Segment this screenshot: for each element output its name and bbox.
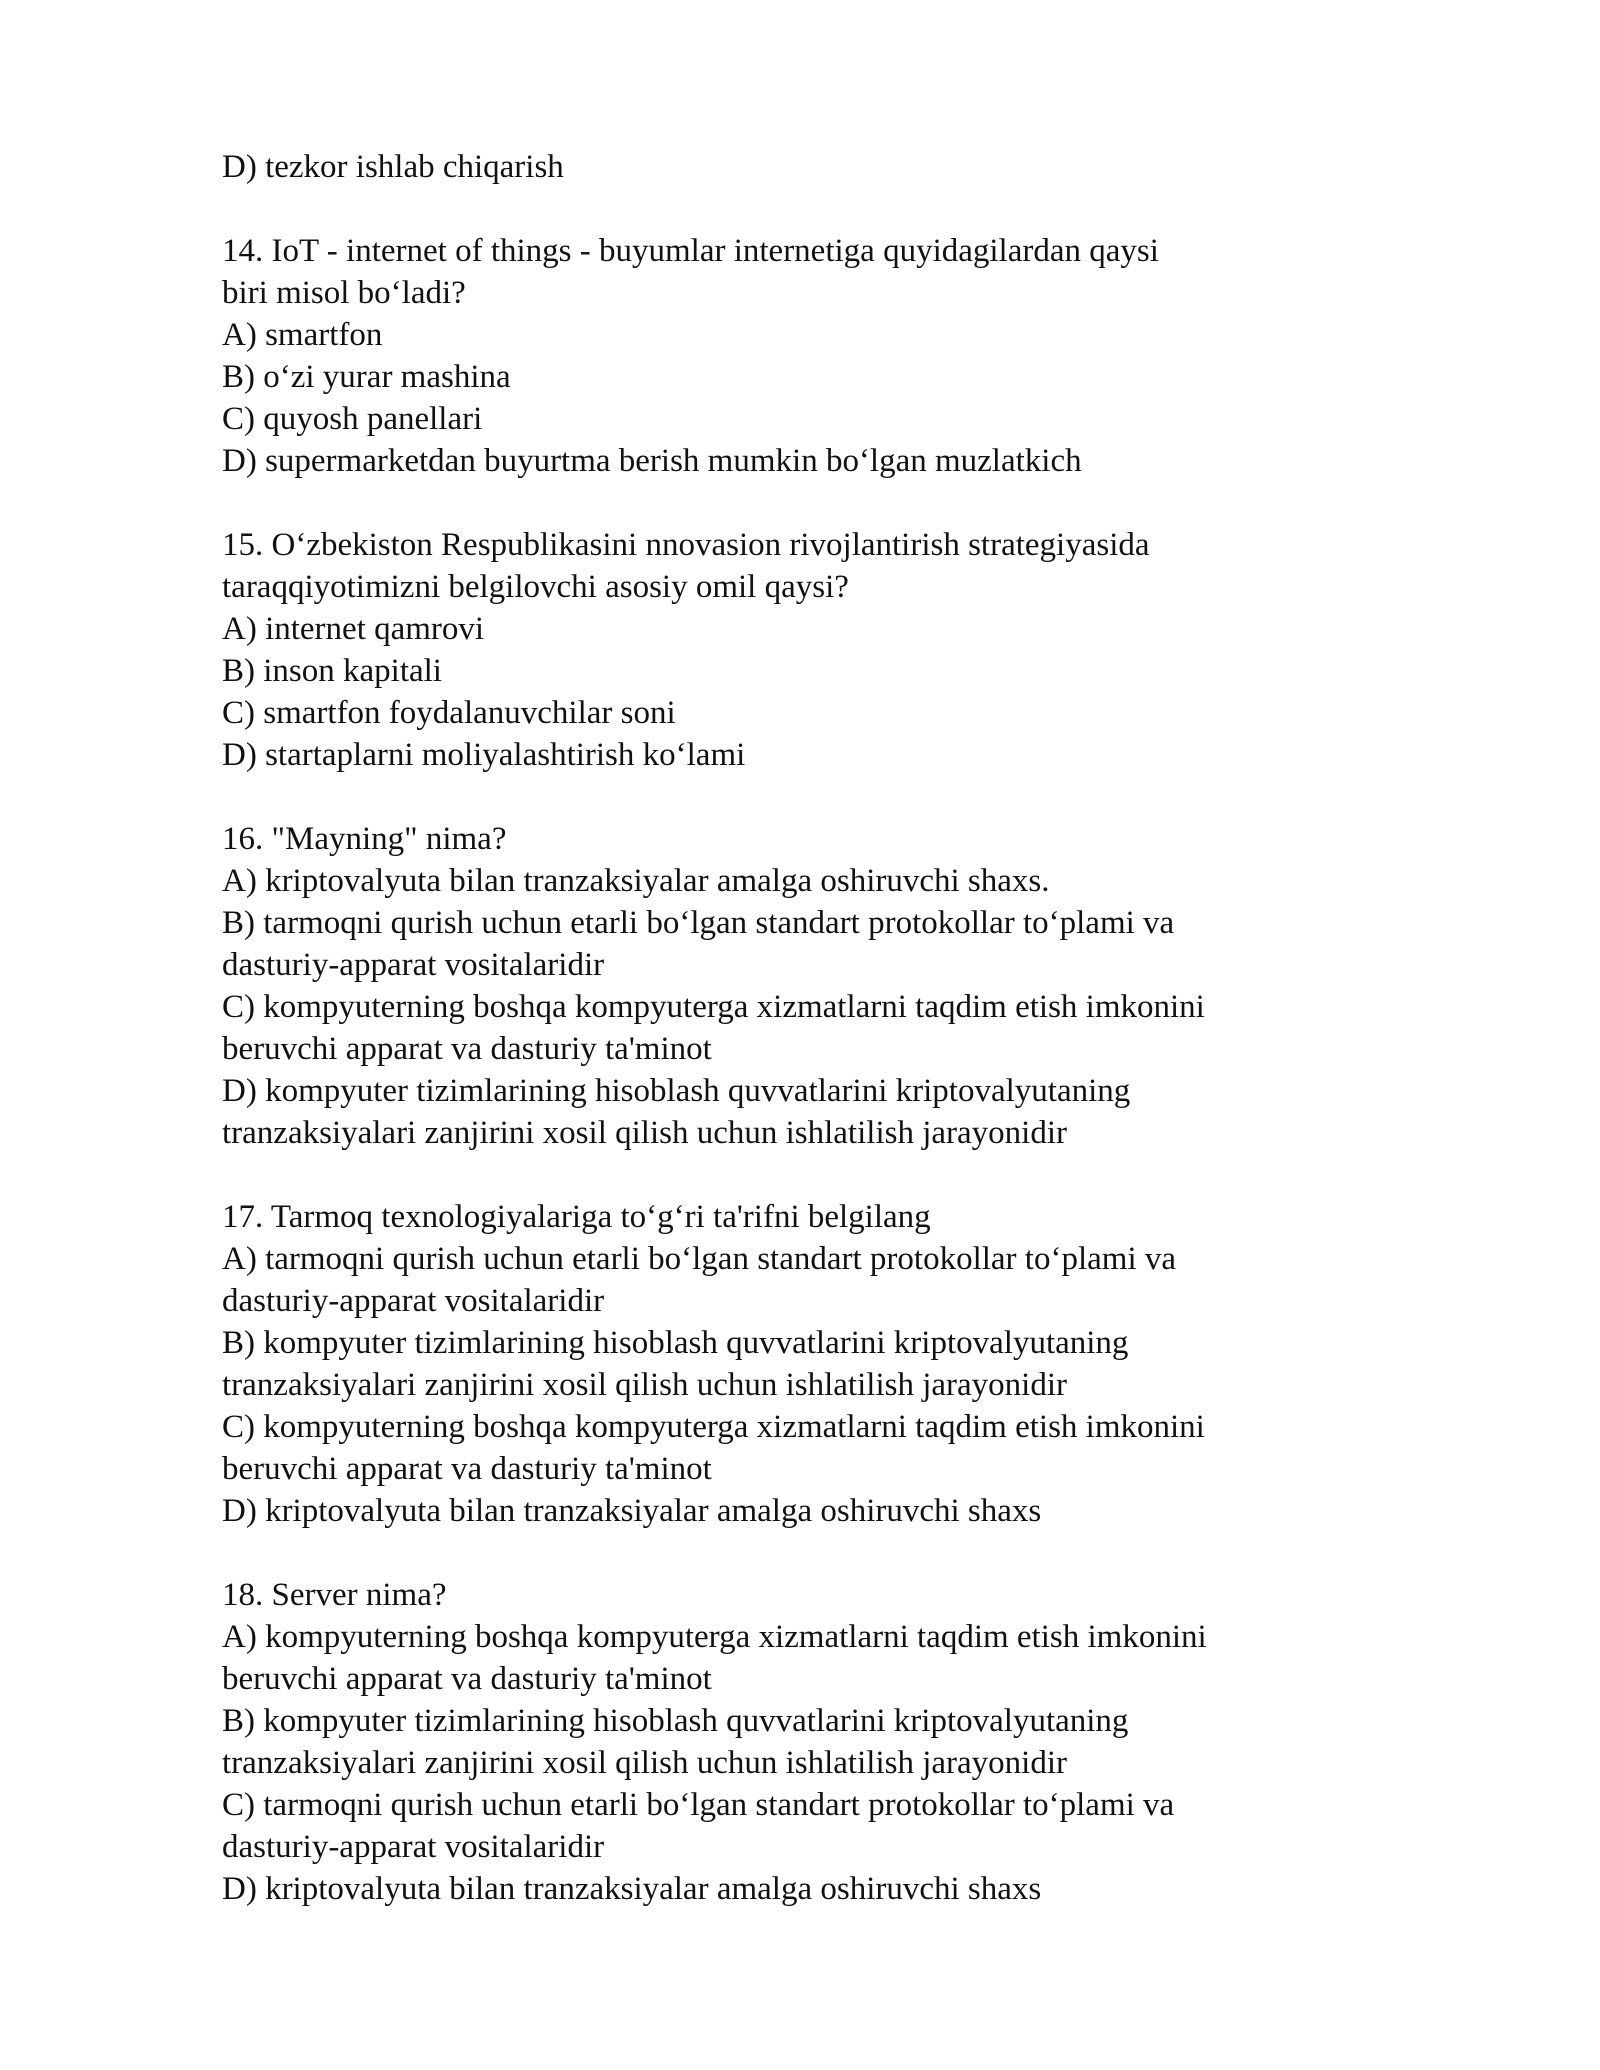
question-text: taraqqiyotimizni belgilovchi asosiy omil qaysi? xyxy=(222,569,849,605)
option-d: D) kriptovalyuta bilan tranzaksiyalar amalga oshiruvchi shaxs xyxy=(222,1493,1042,1529)
option-a: A) tarmoqni qurish uchun etarli bo‘lgan standart protokollar to‘plami va xyxy=(222,1241,1177,1277)
option-c: C) kompyuterning boshqa kompyuterga xizmatlarni taqdim etish imkonini xyxy=(222,989,1205,1025)
option-b: B) o‘zi yurar mashina xyxy=(222,359,511,395)
question-text: biri misol bo‘ladi? xyxy=(222,275,466,311)
option-a-continued: beruvchi apparat va dasturiy ta'minot xyxy=(222,1661,712,1697)
option-b-continued: tranzaksiyalari zanjirini xosil qilish uchun ishlatilish jarayonidir xyxy=(222,1745,1067,1781)
spacer xyxy=(222,1154,1382,1196)
option-c: C) smartfon foydalanuvchilar soni xyxy=(222,695,676,731)
option-d: D) kompyuter tizimlarining hisoblash quvvatlarini kriptovalyutaning xyxy=(222,1073,1131,1109)
option-d: D) startaplarni moliyalashtirish ko‘lami xyxy=(222,737,746,773)
spacer xyxy=(222,776,1382,818)
option-a-continued: dasturiy-apparat vositalaridir xyxy=(222,1283,605,1319)
option-c: C) kompyuterning boshqa kompyuterga xizmatlarni taqdim etish imkonini xyxy=(222,1409,1205,1445)
spacer xyxy=(222,482,1382,524)
question-text: 16. "Mayning" nima? xyxy=(222,821,507,857)
option-a: A) kriptovalyuta bilan tranzaksiyalar amalga oshiruvchi shaxs. xyxy=(222,863,1050,899)
option-d-continued: tranzaksiyalari zanjirini xosil qilish uchun ishlatilish jarayonidir xyxy=(222,1115,1067,1151)
spacer xyxy=(222,1532,1382,1574)
question-text: 17. Tarmoq texnologiyalariga to‘g‘ri ta'rifni belgilang xyxy=(222,1199,931,1235)
option-line: D) tezkor ishlab chiqarish xyxy=(222,149,564,185)
option-b-continued: tranzaksiyalari zanjirini xosil qilish uchun ishlatilish jarayonidir xyxy=(222,1367,1067,1403)
question-18 xyxy=(222,1574,1382,1910)
question-14 xyxy=(222,230,1382,482)
option-b: B) kompyuter tizimlarining hisoblash quvvatlarini kriptovalyutaning xyxy=(222,1703,1129,1739)
option-c: C) tarmoqni qurish uchun etarli bo‘lgan standart protokollar to‘plami va xyxy=(222,1787,1175,1823)
option-c-continued: beruvchi apparat va dasturiy ta'minot xyxy=(222,1451,712,1487)
option-b: B) kompyuter tizimlarining hisoblash quvvatlarini kriptovalyutaning xyxy=(222,1325,1129,1361)
option-c: C) quyosh panellari xyxy=(222,401,483,437)
question-text: 15. O‘zbekiston Respublikasini nnovasion rivojlantirish strategiyasida xyxy=(222,527,1150,563)
question-17 xyxy=(222,1196,1382,1532)
option-b: B) inson kapitali xyxy=(222,653,442,689)
option-c-continued: beruvchi apparat va dasturiy ta'minot xyxy=(222,1031,712,1067)
document-page xyxy=(222,146,1382,1910)
question-15 xyxy=(222,524,1382,776)
option-b-continued: dasturiy-apparat vositalaridir xyxy=(222,947,605,983)
question-text: 14. IoT - internet of things - buyumlar internetiga quyidagilardan qaysi xyxy=(222,233,1159,269)
question-text: 18. Server nima? xyxy=(222,1577,447,1613)
spacer xyxy=(222,188,1382,230)
option-a: A) internet qamrovi xyxy=(222,611,485,647)
option-d: D) kriptovalyuta bilan tranzaksiyalar amalga oshiruvchi shaxs xyxy=(222,1871,1042,1907)
option-a: A) smartfon xyxy=(222,317,383,353)
option-a: A) kompyuterning boshqa kompyuterga xizmatlarni taqdim etish imkonini xyxy=(222,1619,1207,1655)
option-b: B) tarmoqni qurish uchun etarli bo‘lgan standart protokollar to‘plami va xyxy=(222,905,1175,941)
previous-question-tail xyxy=(222,146,1382,188)
option-d: D) supermarketdan buyurtma berish mumkin bo‘lgan muzlatkich xyxy=(222,443,1082,479)
question-16 xyxy=(222,818,1382,1154)
option-c-continued: dasturiy-apparat vositalaridir xyxy=(222,1829,605,1865)
